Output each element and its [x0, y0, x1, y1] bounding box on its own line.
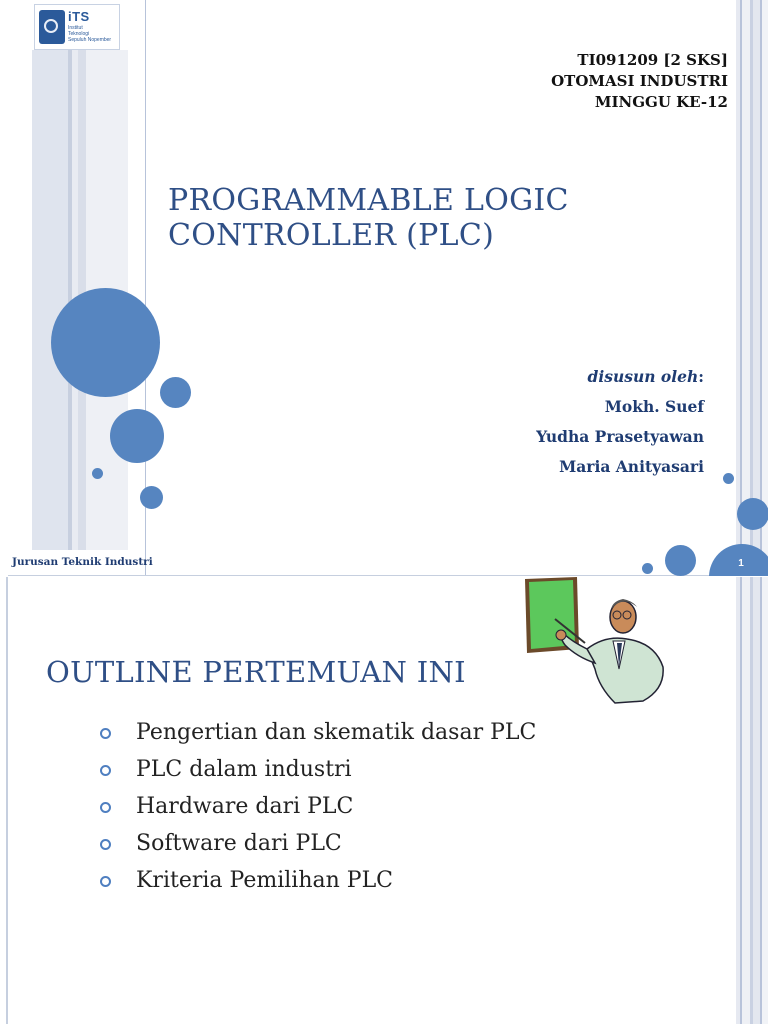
list-item: Pengertian dan skematik dasar PLC — [100, 714, 536, 751]
department-label: Jurusan Teknik Industri — [12, 556, 153, 568]
decorative-circle — [737, 498, 768, 530]
left-border-line — [6, 577, 8, 1024]
title-line-1: PROGRAMMABLE LOGIC — [168, 183, 569, 218]
author-name: Mokh. Suef — [604, 397, 704, 416]
outline-list — [100, 714, 536, 899]
course-code: TI091209 [2 SKS] — [577, 51, 728, 69]
authors-label: disusun oleh: — [587, 367, 704, 386]
right-decorative-panel — [736, 577, 768, 1024]
bullet-circle-icon — [100, 839, 111, 850]
bullet-circle-icon — [100, 802, 111, 813]
list-item: Software dari PLC — [100, 825, 536, 862]
bullet-circle-icon — [100, 765, 111, 776]
course-info — [551, 50, 728, 113]
decorative-circle — [92, 468, 103, 479]
bullet-circle-icon — [100, 876, 111, 887]
decorative-circle — [665, 545, 696, 576]
decorative-circle — [642, 563, 653, 574]
author-block — [536, 362, 704, 482]
author-name: Yudha Prasetyawan — [536, 427, 704, 446]
logo-subtitle: Institut Teknologi Sepuluh Nopember — [68, 25, 112, 43]
course-week: MINGGU KE-12 — [594, 93, 728, 111]
its-logo — [34, 4, 120, 50]
decorative-circle — [160, 377, 191, 408]
title-line-2: CONTROLLER (PLC) — [168, 218, 495, 253]
decorative-circle — [110, 409, 164, 463]
teacher-pointing-at-board-icon — [515, 577, 675, 707]
its-emblem-icon — [39, 10, 65, 44]
outline-title: OUTLINE PERTEMUAN INI — [46, 655, 466, 689]
logo-brand: iTS — [68, 9, 90, 24]
list-item: PLC dalam industri — [100, 751, 536, 788]
decorative-circle — [723, 473, 734, 484]
list-item: Kriteria Pemilihan PLC — [100, 862, 536, 899]
author-name: Maria Anityasari — [559, 457, 704, 476]
slide-2 — [0, 577, 768, 1024]
page-number: 1 — [738, 558, 744, 569]
list-item: Hardware dari PLC — [100, 788, 536, 825]
decorative-circle — [51, 288, 160, 397]
bullet-circle-icon — [100, 728, 111, 739]
right-decorative-panel — [736, 0, 768, 576]
slide-title — [168, 183, 569, 253]
slide-divider — [8, 575, 768, 576]
course-name: OTOMASI INDUSTRI — [551, 72, 728, 90]
decorative-circle — [140, 486, 163, 509]
